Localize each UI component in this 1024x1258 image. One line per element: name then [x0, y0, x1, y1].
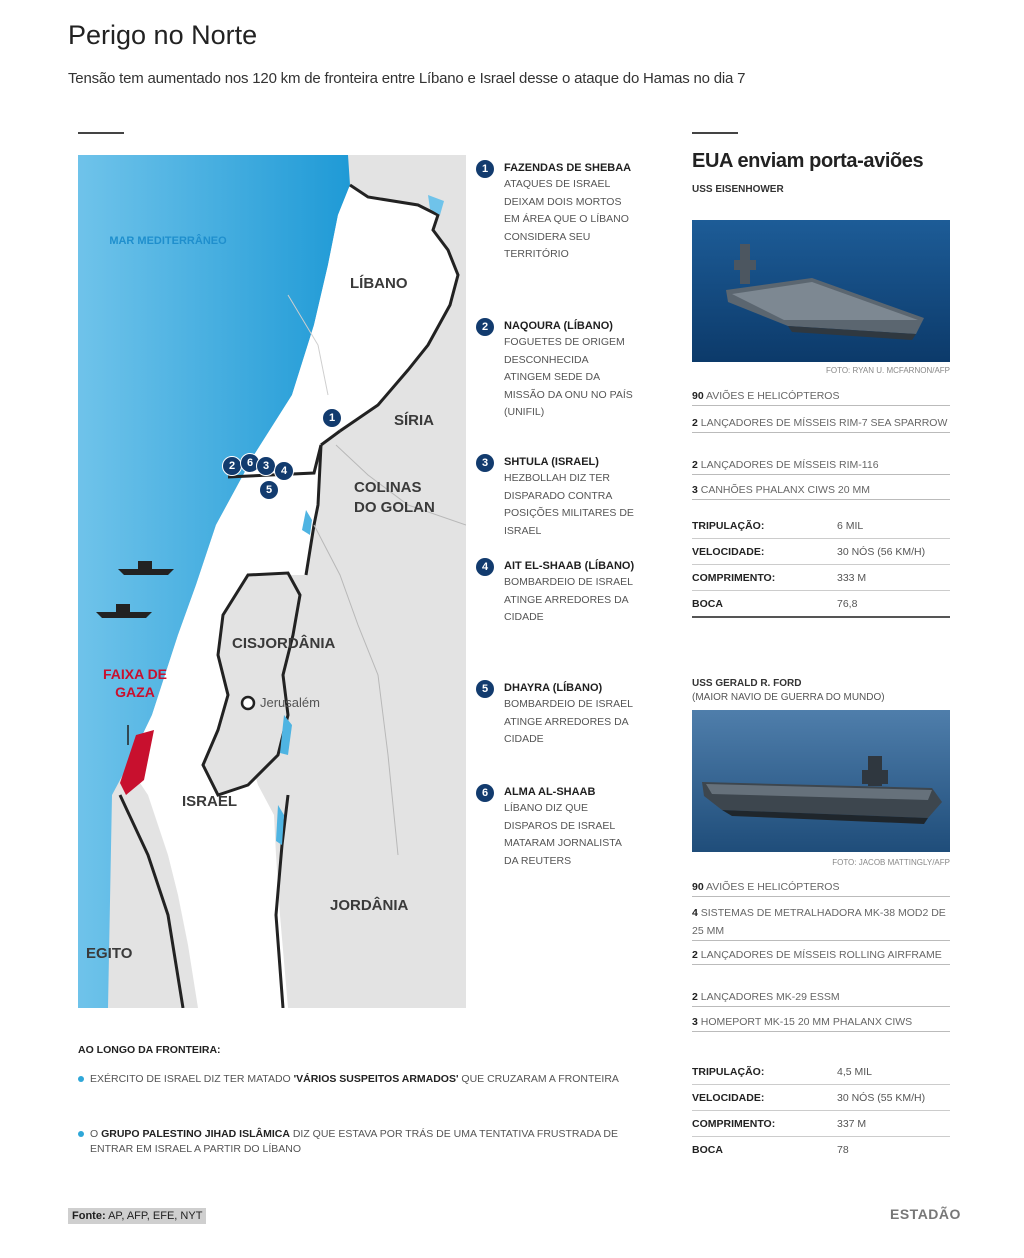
event-number: 6	[476, 784, 494, 802]
source-note: Fonte: AP, AFP, EFE, NYT	[68, 1208, 206, 1224]
spec-row: TRIPULAÇÃO: 6 MIL	[692, 514, 950, 539]
armament-row: 4 SISTEMAS DE METRALHADORA MK-38 MOD2 DE 25 MM	[692, 904, 950, 941]
event-number: 1	[476, 160, 494, 178]
spec-row: COMPRIMENTO: 337 M	[692, 1112, 950, 1137]
armament-row: 3 HOMEPORT MK-15 20 MM PHALANX CIWS	[692, 1013, 950, 1032]
event-item	[476, 160, 636, 264]
event-title: AIT EL-SHAAB (LÍBANO)	[504, 560, 635, 572]
label-jerusalem: Jerusalém	[260, 695, 320, 710]
border-heading: AO LONGO DA FRONTEIRA:	[78, 1044, 221, 1056]
carriers-title: EUA enviam porta-aviões	[692, 150, 924, 172]
ford-photo	[692, 710, 950, 852]
marker-5: 5	[259, 480, 279, 500]
divider	[692, 132, 738, 134]
marker-2: 2	[222, 456, 242, 476]
divider	[78, 132, 124, 134]
map	[78, 155, 466, 1008]
armament-row: 2 LANÇADORES DE MÍSSEIS RIM-7 SEA SPARROW	[692, 414, 950, 433]
event-text: BOMBARDEIO DE ISRAEL ATINGE ARREDORES DA CIDADE	[504, 698, 633, 745]
label-syria: SÍRIA	[394, 412, 435, 429]
marker-3: 3	[256, 456, 276, 476]
event-title: ALMA AL-SHAAB	[504, 786, 596, 798]
event-item	[476, 558, 636, 627]
spec-row: TRIPULAÇÃO: 4,5 MIL	[692, 1060, 950, 1085]
photo-credit: FOTO: RYAN U. MCFARNON/AFP	[825, 366, 950, 375]
event-text: HEZBOLLAH DIZ TER DISPARADO CONTRA POSIÇÕES MILITARES DE ISRAEL	[504, 472, 634, 537]
label-israel: ISRAEL	[182, 793, 238, 810]
event-text: BOMBARDEIO DE ISRAEL ATINGE ARREDORES DA CIDADE	[504, 576, 633, 623]
armament-row: 2 LANÇADORES MK-29 ESSM	[692, 988, 950, 1007]
event-number: 2	[476, 318, 494, 336]
border-note: O GRUPO PALESTINO JIHAD ISLÂMICA DIZ QUE ESTAVA POR TRÁS DE UMA TENTATIVA FRUSTRADA DE ENTRAR EM ISRAEL A PARTIR DO LÍBANO	[78, 1127, 650, 1157]
armament-row: 90 AVIÕES E HELICÓPTEROS	[692, 387, 950, 406]
spec-row: VELOCIDADE: 30 NÓS (55 KM/H)	[692, 1086, 950, 1111]
ship-note: (MAIOR NAVIO DE GUERRA DO MUNDO)	[692, 692, 885, 703]
label-west-bank: CISJORDÂNIA	[232, 635, 336, 652]
event-number: 4	[476, 558, 494, 576]
ship-name: USS EISENHOWER	[692, 184, 784, 195]
border-note: EXÉRCITO DE ISRAEL DIZ TER MATADO 'VÁRIOS SUSPEITOS ARMADOS' QUE CRUZARAM A FRONTEIRA	[78, 1072, 650, 1087]
event-title: NAQOURA (LÍBANO)	[504, 320, 613, 332]
event-text: FOGUETES DE ORIGEM DESCONHECIDA ATINGEM SEDE DA MISSÃO DA ONU NO PAÍS (UNIFIL)	[504, 336, 633, 418]
label-lebanon: LÍBANO	[350, 275, 408, 292]
event-item	[476, 784, 636, 870]
armament-row: 2 LANÇADORES DE MÍSSEIS ROLLING AIRFRAME	[692, 946, 950, 965]
label-jordan: JORDÂNIA	[330, 897, 409, 914]
event-title: FAZENDAS DE SHEBAA	[504, 162, 632, 174]
armament-row: 3 CANHÕES PHALANX CIWS 20 MM	[692, 481, 950, 500]
eisenhower-photo	[692, 220, 950, 362]
spec-row: BOCA 76,8	[692, 592, 950, 618]
spec-row: COMPRIMENTO: 333 M	[692, 566, 950, 591]
label-gaza: FAIXA DE GAZA	[102, 666, 168, 700]
label-sea: MAR MEDITERRÂNEO	[109, 235, 227, 247]
marker-1: 1	[322, 408, 342, 428]
event-text: LÍBANO DIZ QUE DISPAROS DE ISRAEL MATARAM JORNALISTA DA REUTERS	[504, 802, 622, 867]
ship-name: USS GERALD R. FORD	[692, 678, 802, 689]
label-egypt: EGITO	[86, 945, 133, 962]
marker-4: 4	[274, 461, 294, 481]
page-subtitle: Tensão tem aumentado nos 120 km de fronteira entre Líbano e Israel desse o ataque do Hamas no dia 7	[68, 70, 746, 87]
jerusalem-dot	[242, 697, 254, 709]
marker-6: 6	[240, 453, 260, 473]
event-title: DHAYRA (LÍBANO)	[504, 682, 603, 694]
event-item	[476, 680, 636, 749]
event-number: 3	[476, 454, 494, 472]
armament-row: 90 AVIÕES E HELICÓPTEROS	[692, 878, 950, 897]
spec-row: VELOCIDADE: 30 NÓS (56 KM/H)	[692, 540, 950, 565]
event-number: 5	[476, 680, 494, 698]
brand-logo: ESTADÃO	[890, 1206, 961, 1222]
event-item	[476, 318, 636, 422]
event-title: SHTULA (ISRAEL)	[504, 456, 599, 468]
label-golan: COLINAS DO GOLAN	[354, 479, 435, 516]
event-text: ATAQUES DE ISRAEL DEIXAM DOIS MORTOS EM ÁREA QUE O LÍBANO CONSIDERA SEU TERRITÓRIO	[504, 178, 629, 260]
armament-row: 2 LANÇADORES DE MÍSSEIS RIM-116	[692, 456, 950, 475]
event-item	[476, 454, 636, 540]
page-title: Perigo no Norte	[68, 20, 258, 50]
photo-credit: FOTO: JACOB MATTINGLY/AFP	[832, 858, 950, 867]
spec-row: BOCA 78	[692, 1144, 849, 1156]
